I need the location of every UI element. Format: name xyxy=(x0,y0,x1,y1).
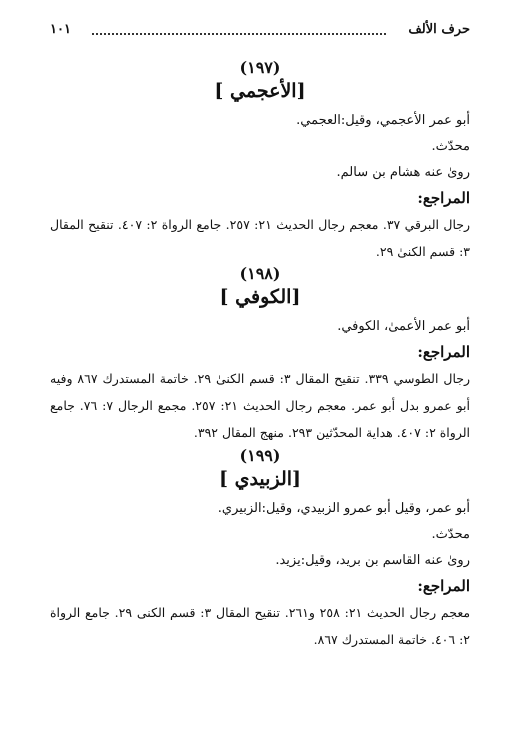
running-title: حرف الألف xyxy=(408,22,470,37)
page-header xyxy=(50,20,470,42)
references-heading: المراجع: xyxy=(417,577,470,595)
entry-line: روىٰ عنه هشام بن سالم. xyxy=(336,165,470,180)
entry-title: [الكوفي ] xyxy=(219,286,301,308)
entry-line: روىٰ عنه القاسم بن بريد، وقيل:يزيد. xyxy=(275,553,470,568)
references-heading: المراجع: xyxy=(417,343,470,361)
references-text: معجم رجال الحديث ٢١: ٢٥٨ و٢٦١. تنقيح المقال ٣: قسم الكنى ٢٩. جامع الرواة ٢: ٤٠٦. خاتمة المستدرك ٨٦٧. xyxy=(50,605,471,647)
entry-number: (١٩٩) xyxy=(239,446,281,465)
entry-line: محدّث. xyxy=(431,527,470,542)
dot-leader xyxy=(92,33,386,35)
page-number: ١٠١ xyxy=(50,22,71,37)
entry-line: أبو عمر الأعجمي، وقيل:العجمي. xyxy=(296,113,470,128)
entry-199 xyxy=(50,446,470,653)
entry-number: (١٩٨) xyxy=(239,264,281,283)
references-text: رجال الطوسي ٣٣٩. تنقيح المقال ٣: قسم الكنىٰ ٢٩. خاتمة المستدرك ٨٦٧ وفيه أبو عمرو بدل أبو عمر. معجم رجال الحديث ٢١: ٢٥٧. مجمع الرجال ٧: ٧٦. جامع الرواة ٢: ٤٠٧. هداية المحدّثين ٢٩٣. منهج المقال ٣٩٢. xyxy=(50,371,471,440)
entry-title: [الزبيدي ] xyxy=(218,468,301,490)
entry-line: أبو عمر، وقيل أبو عمرو الزبيدي، وقيل:الزبيري. xyxy=(217,501,470,516)
entry-198 xyxy=(50,264,470,446)
entry-title: [الأعجمي ] xyxy=(214,80,306,102)
entry-197 xyxy=(50,58,470,265)
page-body xyxy=(50,58,470,653)
entry-line: أبو عمر الأعمىٰ، الكوفي. xyxy=(337,319,470,334)
references-heading: المراجع: xyxy=(417,189,470,207)
entry-line: محدّث. xyxy=(431,139,470,154)
references-text: رجال البرقي ٣٧. معجم رجال الحديث ٢١: ٢٥٧. جامع الرواة ٢: ٤٠٧. تنقيح المقال ٣: قسم الكنىٰ ٢٩. xyxy=(50,217,471,259)
entry-number: (١٩٧) xyxy=(239,58,281,77)
